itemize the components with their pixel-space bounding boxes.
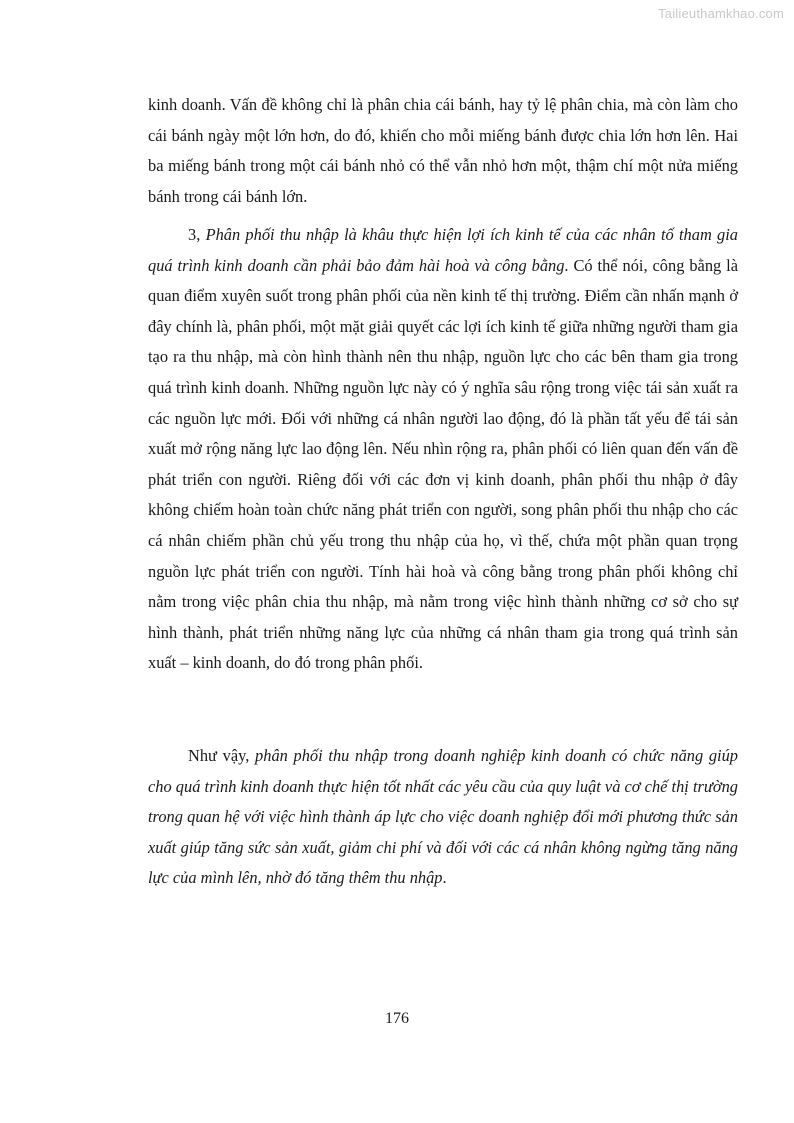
paragraph-2 bbox=[148, 220, 738, 679]
paragraph-1 bbox=[148, 90, 738, 212]
paragraph-1-text: kinh doanh. Vấn đề không chỉ là phân chia cái bánh, hay tỷ lệ phân chia, mà còn làm cho cái bánh ngày một lớn hơn, do đó, khiến cho mỗi miếng bánh được chia lớn hơn lên. Hai ba miếng bánh trong một cái bánh nhỏ có thể vẫn nhỏ hơn một, thậm chí một nửa miếng bánh trong cái bánh lớn. bbox=[148, 95, 738, 206]
paragraph-2-emphasis: Phân phối thu nhập là khâu thực hiện lợi ích kinh tế của các nhân tố tham gia quá trình kinh doanh cần phải bảo đảm hài hoà và công bằng bbox=[148, 225, 738, 275]
paragraph-3-emphasis: phân phối thu nhập trong doanh nghiệp kinh doanh có chức năng giúp cho quá trình kinh doanh thực hiện tốt nhất các yêu cầu của quy luật và cơ chế thị trường trong quan hệ với việc hình thành áp lực cho việc doanh nghiệp đổi mới phương thức sản xuất giúp tăng sức sản xuất, giảm chi phí và đối với các cá nhân không ngừng tăng năng lực của mình lên, nhờ đó tăng thêm thu nhập bbox=[148, 746, 739, 888]
paragraph-3-lead: Như vậy, bbox=[188, 746, 256, 765]
paragraph-2-body: . Có thể nói, công bằng là quan điểm xuyên suốt trong phân phối của nền kinh tế thị trường. Điểm cần nhấn mạnh ở đây chính là, phân phối, một mặt giải quyết các lợi ích kinh tế giữa những người tham gia tạo ra thu nhập, mà còn hình thành nên thu nhập, nguồn lực cho các bên tham gia trong quá trình kinh doanh. Những nguồn lực này có ý nghĩa sâu rộng trong việc tái sản xuất ra các nguồn lực mới. Đối với những cá nhân người lao động, đó là phần tất yếu để tái sản xuất mở rộng năng lực lao động lên. Nếu nhìn rộng ra, phân phối có liên quan đến vấn đề phát triển con người. Riêng đối với các đơn vị kinh doanh, phân phối thu nhập ở đây không chiếm hoàn toàn chức năng phát triển con người, song phân phối thu nhập cho các cá nhân chiếm phần chủ yếu trong thu nhập của họ, vì thế, chứa một phần quan trọng nguồn lực phát triển con người. Tính hài hoà và công bằng trong phân phối không chỉ nằm trong việc phân chia thu nhập, mà nằm trong việc hình thành những cơ sở cho sự hình thành, phát triển những năng lực của những cá nhân tham gia trong quá trình sản xuất – kinh doanh, do đó trong phân phối. bbox=[148, 255, 738, 673]
paragraph-2-text bbox=[148, 220, 738, 679]
paragraph-2-lead: 3, bbox=[188, 225, 206, 244]
paragraph-3-text bbox=[148, 741, 738, 894]
paragraph-3-end: . bbox=[442, 868, 447, 888]
paragraph-3 bbox=[148, 741, 738, 894]
page-number: 176 bbox=[385, 1010, 409, 1027]
watermark: Tailieuthamkhao.com bbox=[658, 6, 784, 21]
